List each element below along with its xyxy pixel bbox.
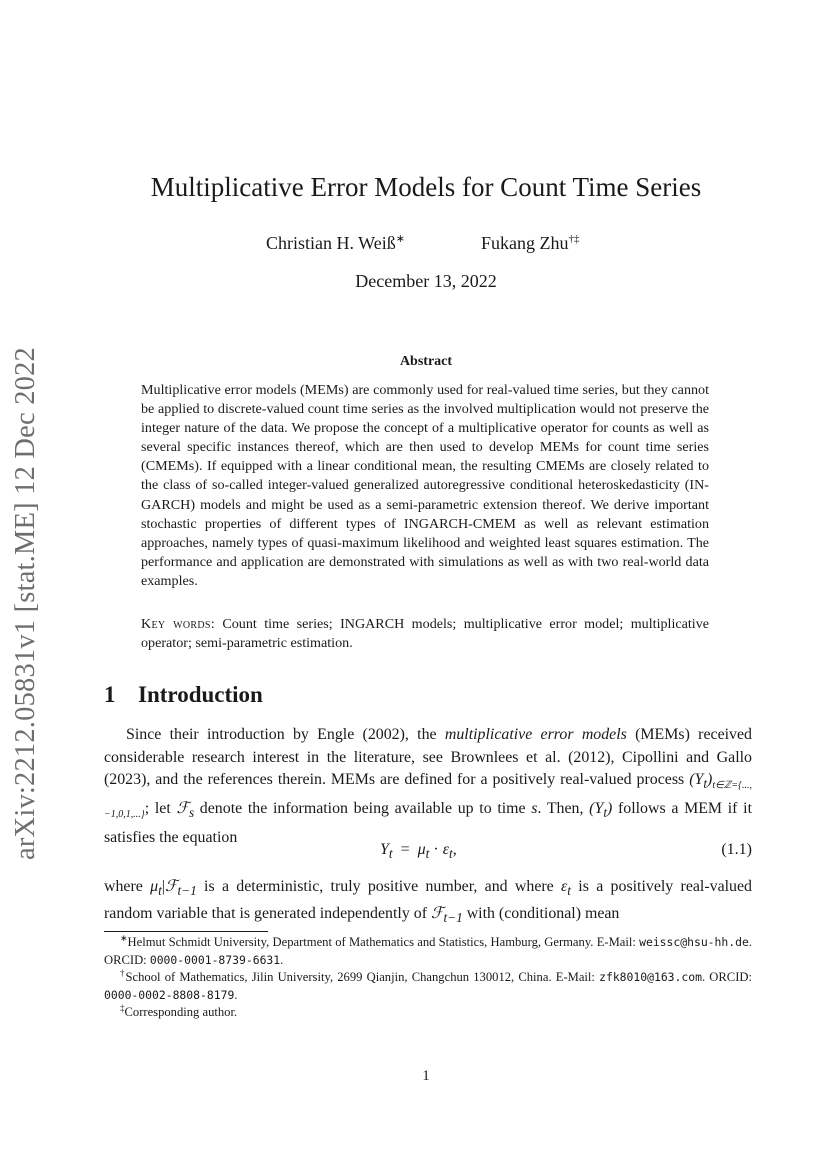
intro-paragraph-2 [104, 876, 752, 930]
math-run: ℱ [164, 878, 178, 895]
author-2-name: Fukang Zhu [481, 233, 569, 253]
footnote-mark: † [120, 968, 126, 978]
abstract-text: Multiplicative error models (MEMs) are commonly used for real-valued time series, but they cannot be applied to discrete-valued count time series as the involved multiplication would not preserve the integer nature of the data. We propose the concept of a multiplicative operator for counts as well as several specific instances thereof, which are then used to develop MEMs for count time series (CMEMs). If equipped with a linear conditional mean, the resulting CMEMs are closely related to the class of so-called integer-valued generalized autoregressive conditional heteroskedasticity (INGARCH) models and might be used as a semi-parametric extension thereof. We derive important stochastic properties of different types of INGARCH-CMEM as well as relevant estimation approaches, namely types of quasi-maximum likelihood and weighted least squares estimation. The performance and application are demonstrated with simulations as well as with two real-world data examples. [141, 382, 709, 589]
math-run: = [400, 841, 410, 858]
footnote-mark: ‡ [120, 1003, 125, 1014]
math-index-set: t∈ℤ={...,−1,0,1,...} [104, 780, 752, 821]
text-run: ; let [144, 799, 177, 817]
author-2-marks: †‡ [568, 233, 580, 245]
text-run: (MEMs) received considerable research interest in the literature, see Brownlees et al. (2012), Cipollini and Gallo (2023), and the references therein. MEMs are defined for a positively real-valued process [104, 726, 752, 789]
math-run: ) [607, 799, 613, 817]
footnote-text: . ORCID: [701, 970, 752, 985]
section-title: Introduction [138, 682, 263, 707]
math-sub: s [188, 805, 195, 821]
math-sub: t [388, 846, 393, 862]
math-run: , [452, 841, 457, 858]
page-number: 1 [422, 1068, 430, 1084]
math-s: s [531, 799, 538, 817]
math-run: (Y [689, 771, 704, 789]
emphasis-mem: multiplicative error models [444, 726, 627, 743]
math-run: ε [442, 841, 450, 858]
math-sub: t−1 [177, 883, 197, 899]
footnote-mark: ∗ [120, 932, 128, 943]
footnote-1 [104, 934, 752, 969]
orcid-id: 0000-0001-8739-6631 [149, 952, 281, 967]
math-eps [561, 878, 571, 899]
math-run: ℱ [176, 799, 189, 817]
text-run: denote the information being available up to time [194, 799, 532, 817]
math-run: μ [150, 878, 159, 895]
text-run: is a positively real-valued random variable that is generated independently of [104, 878, 752, 922]
math-run: ) [707, 771, 713, 789]
math-sub: t [703, 776, 708, 792]
text-run: where [104, 878, 151, 895]
footnote-text: Corresponding author. [124, 1005, 238, 1020]
math-sub: t [425, 846, 430, 862]
math-run: Y [380, 841, 389, 858]
math-run: μ [417, 841, 426, 858]
paper-date: December 13, 2022 [355, 271, 497, 291]
math-run: ℱ [430, 904, 444, 922]
math-sub: t [158, 883, 162, 899]
author-1-marks: ∗ [395, 233, 405, 245]
footnote-rule [104, 931, 268, 932]
footnote-text: Helmut Schmidt University, Department of Mathematics and Statistics, Hamburg, Germany. E-Mail: [127, 935, 640, 949]
keywords [141, 615, 709, 653]
text-run: Since their introduction by Engle (2002), the [126, 726, 445, 743]
math-process-2 [589, 799, 613, 821]
keywords-label: Key words: [141, 616, 215, 632]
keywords-list: Count time series; INGARCH models; multiplicative error model; multiplicative operator; semi-parametric estimation. [141, 616, 710, 652]
author-1-name: Christian H. Weiß [266, 233, 396, 253]
footnote-text: . [280, 952, 284, 967]
math-sub: t [449, 846, 453, 862]
footnotes [104, 934, 752, 1022]
arxiv-identifier-stamp: arXiv:2212.05831v1 [stat.ME] 12 Dec 2022 [10, 347, 41, 860]
author-2 [481, 233, 580, 254]
math-run: ε [561, 878, 568, 895]
email-link[interactable]: zfk8010@163.com [599, 970, 702, 985]
paper-title: Multiplicative Error Models for Count Time Series [150, 172, 702, 202]
footnote-text: School of Mathematics, Jilin University, 2699 Qianjin, Changchun 130012, China. E-Mail: [125, 970, 600, 985]
author-1 [266, 233, 405, 254]
text-run: follows a MEM if it satisfies the equation [104, 799, 752, 846]
equation-1-1 [104, 841, 752, 865]
text-run: . Then, [537, 799, 590, 817]
text-run: is a deterministic, truly positive number, and where [196, 878, 562, 895]
math-mu-given-F [150, 878, 197, 899]
math-info-set [176, 799, 195, 821]
math-sub: t−1 [443, 909, 463, 925]
footnote-2 [104, 969, 752, 1004]
equation-number: (1.1) [721, 841, 752, 858]
orcid-id: 0000-0002-8808-8179 [104, 987, 235, 1002]
text-run: with (conditional) mean [462, 904, 620, 922]
equation-body [380, 841, 457, 862]
math-run: (Y [589, 799, 604, 817]
math-run: · [433, 841, 439, 858]
math-sub: t [603, 805, 607, 821]
abstract-heading: Abstract [399, 354, 453, 369]
footnote-text: . [234, 987, 238, 1002]
math-F-prev [430, 904, 463, 925]
intro-paragraph-1 [104, 724, 752, 849]
math-run: | [161, 878, 165, 895]
email-link[interactable]: weissc@hsu-hh.de [639, 935, 749, 949]
footnote-text: . ORCID: [104, 935, 752, 967]
section-number: 1 [104, 682, 116, 707]
footnote-3 [104, 1004, 752, 1022]
section-heading [104, 682, 263, 708]
math-sub: t [567, 883, 571, 899]
